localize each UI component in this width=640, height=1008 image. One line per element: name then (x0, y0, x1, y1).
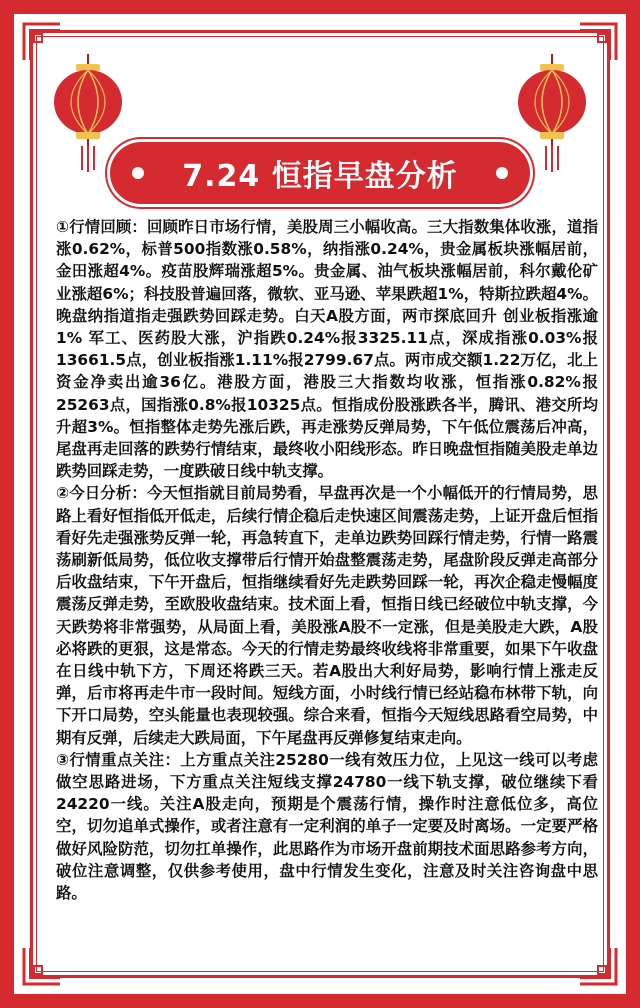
corner-ornament-icon (20, 944, 64, 988)
banner-dot-icon (496, 167, 508, 179)
analysis-body (56, 216, 598, 904)
section-key-levels: ③行情重点关注：上方重点关注25280一线有效压力位，上见这一线可以考虑做空思路进场，下方重点关注短线支撑24780一线下轨支撑，破位继续下看24220一线。关注A股走向，预期是个震荡行情，操作时注意低位多，高位空，切勿追单式操作，或者注意有一定利润的单子一定要及时离场。一定要严格做好风险防范，切勿扛单操作，此思路作为市场开盘前期技术面思路参考方向，破位注意调整，仅供参考使用，盘中行情发生变化，注意及时关注咨询盘中思路。 (56, 750, 598, 903)
poster-frame (14, 14, 626, 994)
page-title: 7.24 恒指早盘分析 (182, 159, 458, 194)
banner-dot-icon (132, 167, 144, 179)
section-today-analysis: ②今日分析：今天恒指就目前局势看，早盘再次是一个小幅低开的行情局势，思路上看好恒指低开低走，后续行情企稳后走快速区间震荡走势，上证开盘后恒指看好先走强涨势反弹一轮，再急转直下，走单边跌势回踩行情走势，行情一路震荡刷新低局势，低位收支撑带后行情开始盘整震荡走势，尾盘阶段反弹走高部分后收盘结束，下午开盘后，恒指继续看好先走跌势回踩一轮，再次企稳走慢幅度震荡反弹走势，至欧股收盘结束。技术面上看，恒指日线已经破位中轨支撑，今天跌势将非常强势，从局面上看，美股涨A股不一定涨，但是美股走大跌，A股必将跌的更狠，这是常态。今天的行情走势最终收线将非常重要，如果下午收盘在日线中轨下方，下周还将跌三天。若A股出大利好局势，影响行情上涨走反弹，后市将再走牛市一段时间。短线方面，小时线行情已经站稳布林带下轨，向下开口局势，空头能量也表现较强。综合来看，恒指今天短线思路看空局势，中期有反弹，后续走大跌局面，下午尾盘再反弹修复结束走向。 (56, 484, 598, 747)
title-banner (110, 142, 530, 204)
corner-ornament-icon (576, 944, 620, 988)
section-market-review: ①行情回顾：回顾昨日市场行情，美股周三小幅收高。三大指数集体收涨，道指涨0.62%，标普500指数涨0.58%，纳指涨0.24%，贵金属板块涨幅居前，金田涨超4%。疫苗股辉瑞涨超5%。贵金属、油气板块涨幅居前，科尔戴伦矿业涨超6%；科技股普遍回落，微软、亚马逊、苹果跌超1%，特斯拉跌超4%。晚盘纳指道指走强跌势回踩走势。白天A股方面，两市探底回升 创业板指涨逾1% 军工、医药股大涨，沪指跌0.24%报3325.11点，深成指涨0.03%报13661.5点，创业板指涨1.11%报2799.67点。两市成交额1.22万亿，北上资金净卖出逾36亿。港股方面，港股三大指数均收涨，恒指涨0.82%报25263点，国指涨0.8%报10325点。恒指成份股涨跌各半，腾讯、港交所均升超3%。恒指整体走势先涨后跌，再走涨势反弹局势，下午低位震荡后冲高，尾盘再走回落的跌势行情结束，最终收小阳线形态。昨日晚盘恒指随美股走单边跌势回踩走势，一度跌破日线中轨支撑。 (56, 218, 598, 481)
